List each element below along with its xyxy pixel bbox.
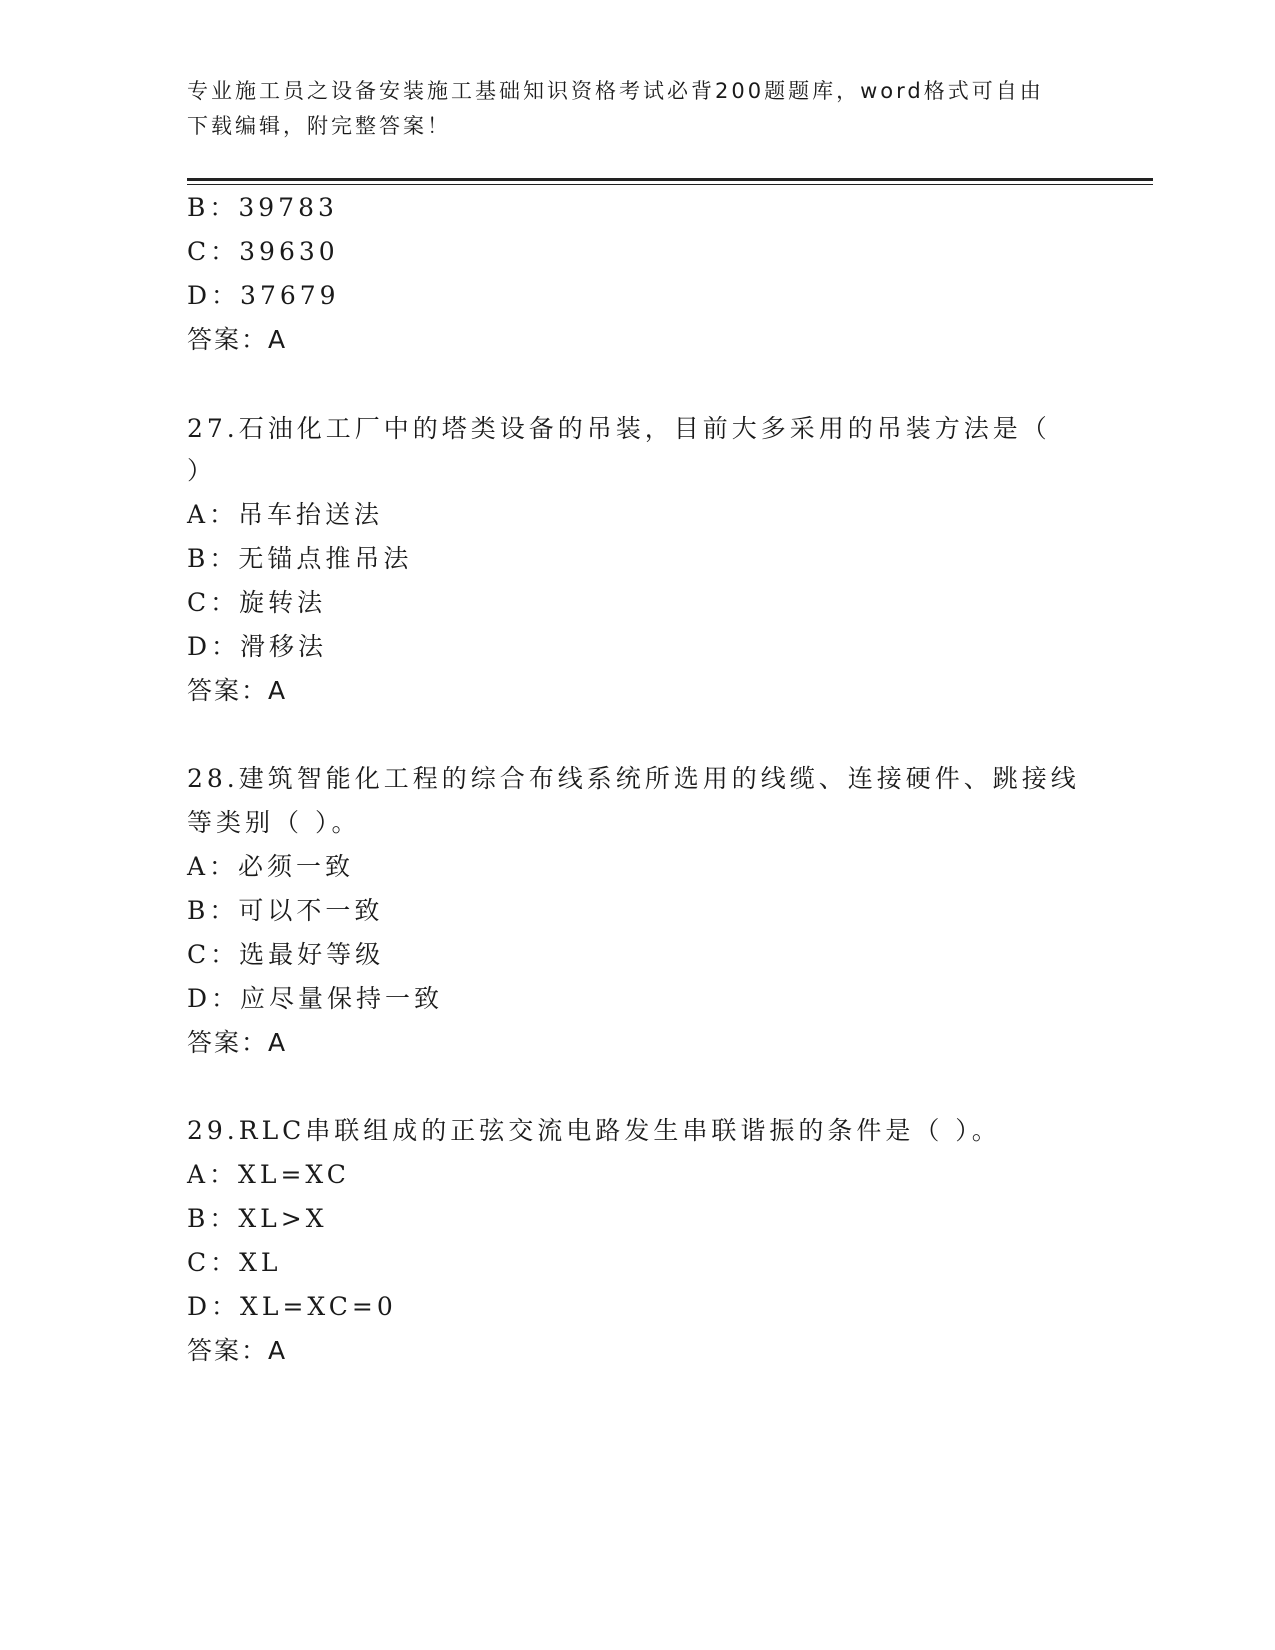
question-28-option-b: B：可以不一致: [187, 896, 384, 925]
question-27-answer: 答案：A: [187, 676, 288, 705]
question-27-stem: 27.石油化工厂中的塔类设备的吊装，目前大多采用的吊装方法是（: [187, 414, 1051, 443]
question-27-option-b: B：无锚点推吊法: [187, 544, 413, 573]
header-line-2: 下载编辑，附完整答案！: [187, 114, 451, 138]
option-d: D：37679: [187, 281, 340, 310]
answer: 答案：A: [187, 325, 288, 354]
question-28-option-a: A：必须一致: [187, 852, 355, 881]
question-27-stem-cont: ）: [187, 456, 217, 485]
option-b: B：39783: [187, 193, 338, 222]
question-28-stem-cont: 等类别（ ）。: [187, 808, 361, 837]
option-c: C：39630: [187, 237, 339, 266]
header-rule-thick: [187, 178, 1153, 181]
question-28-option-c: C：选最好等级: [187, 940, 385, 969]
question-29-option-c: C：XL: [187, 1248, 282, 1277]
question-29-stem: 29.RLC串联组成的正弦交流电路发生串联谐振的条件是（ ）。: [187, 1116, 1001, 1145]
header-rule-thin: [187, 184, 1153, 185]
question-27-option-a: A：吊车抬送法: [187, 500, 384, 529]
question-28-stem: 28.建筑智能化工程的综合布线系统所选用的线缆、连接硬件、跳接线: [187, 764, 1080, 793]
question-28-option-d: D：应尽量保持一致: [187, 984, 444, 1013]
question-28-answer: 答案：A: [187, 1028, 288, 1057]
question-29-option-a: A：XL=XC: [187, 1160, 350, 1189]
question-27-option-c: C：旋转法: [187, 588, 327, 617]
header-line-1: 专业施工员之设备安装施工基础知识资格考试必背200题题库，word格式可自由: [187, 79, 1044, 103]
question-29-answer: 答案：A: [187, 1336, 288, 1365]
question-29-option-d: D：XL=XC=0: [187, 1292, 397, 1321]
question-27-option-d: D：滑移法: [187, 632, 328, 661]
document-header: [187, 74, 1067, 144]
question-29-option-b: B：XL>X: [187, 1204, 328, 1233]
